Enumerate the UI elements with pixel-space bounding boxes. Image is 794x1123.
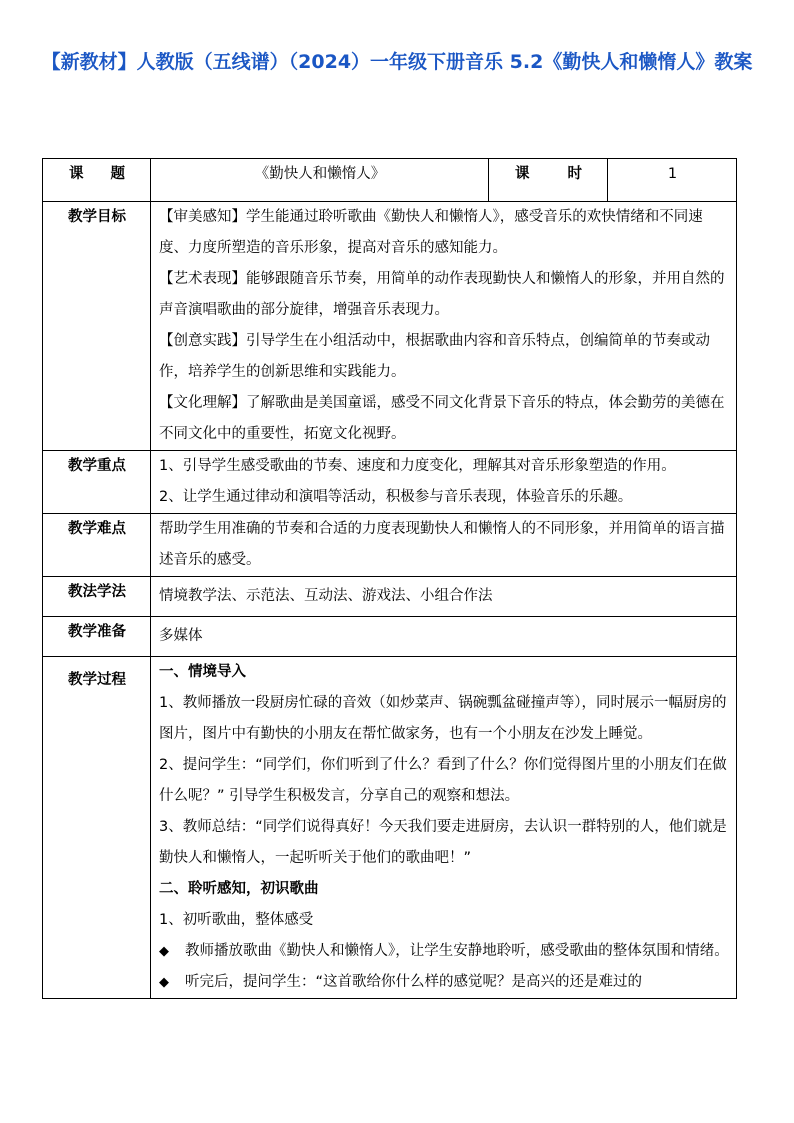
period-label <box>489 159 608 202</box>
diamond-bullet-icon: ◆ <box>159 975 169 990</box>
methods-content: 情境教学法、示范法、互动法、游戏法、小组合作法 <box>151 577 737 617</box>
methods-label: 教法学法 <box>43 577 151 617</box>
bullet-text: 听完后，提问学生：“这首歌给你什么样的感觉呢？是高兴的还是难过的 <box>185 974 643 990</box>
preparation-row <box>43 617 737 657</box>
diamond-bullet-icon: ◆ <box>159 944 169 959</box>
topic-label <box>43 159 151 202</box>
process-row <box>43 657 737 999</box>
goal-item: 【创意实践】引导学生在小组活动中，根据歌曲内容和音乐特点，创编简单的节奏或动作，培养学生的创新思维和实践能力。 <box>159 333 710 380</box>
key-point-item: 2、让学生通过律动和演唱等活动，积极参与音乐表现，体验音乐的乐趣。 <box>159 489 633 505</box>
goals-content <box>151 202 737 451</box>
document-title: 【新教材】人教版（五线谱）（2024）一年级下册音乐 5.2《勤快人和懒惰人》教案 <box>41 51 753 73</box>
topic-label-char-1: 课 <box>69 166 84 182</box>
difficulties-content: 帮助学生用准确的节奏和合适的力度表现勤快人和懒惰人的不同形象，并用简单的语言描述音乐的感受。 <box>151 514 737 577</box>
process-item: 2、提问学生：“同学们，你们听到了什么？看到了什么？你们觉得图片里的小朋友们在做什么呢？” 引导学生积极发言，分享自己的观察和想法。 <box>159 757 727 804</box>
bullet-item <box>159 967 729 998</box>
process-subheading: 1、初听歌曲，整体感受 <box>159 912 314 928</box>
methods-row <box>43 577 737 617</box>
key-points-content <box>151 451 737 514</box>
goals-row <box>43 202 737 451</box>
process-content <box>151 657 737 999</box>
preparation-content: 多媒体 <box>151 617 737 657</box>
goals-label: 教学目标 <box>43 202 151 451</box>
process-item: 3、教师总结：“同学们说得真好！今天我们要走进厨房，去认识一群特别的人，他们就是勤快人和懒惰人，一起听听关于他们的歌曲吧！” <box>159 819 727 866</box>
key-point-item: 1、引导学生感受歌曲的节奏、速度和力度变化，理解其对音乐形象塑造的作用。 <box>159 458 676 474</box>
key-points-label: 教学重点 <box>43 451 151 514</box>
bullet-item <box>159 936 729 967</box>
process-label: 教学过程 <box>43 657 151 999</box>
topic-label-char-2: 题 <box>110 166 125 182</box>
lesson-plan-table <box>42 158 737 999</box>
key-points-row <box>43 451 737 514</box>
section-heading: 一、情境导入 <box>159 664 246 680</box>
section-heading: 二、聆听感知，初识歌曲 <box>159 881 319 897</box>
period-value: 1 <box>608 159 737 202</box>
goal-item: 【审美感知】学生能通过聆听歌曲《勤快人和懒惰人》，感受音乐的欢快情绪和不同速度、力度所塑造的音乐形象，提高对音乐的感知能力。 <box>159 209 703 256</box>
difficulties-row <box>43 514 737 577</box>
goal-item: 【文化理解】了解歌曲是美国童谣，感受不同文化背景下音乐的特点，体会勤劳的美德在不同文化中的重要性，拓宽文化视野。 <box>159 395 725 442</box>
header-row <box>43 159 737 202</box>
preparation-label: 教学准备 <box>43 617 151 657</box>
difficulties-label: 教学难点 <box>43 514 151 577</box>
bullet-text: 教师播放歌曲《勤快人和懒惰人》，让学生安静地聆听，感受歌曲的整体氛围和情绪。 <box>185 943 729 959</box>
goal-item: 【艺术表现】能够跟随音乐节奏，用简单的动作表现勤快人和懒惰人的形象，并用自然的声音演唱歌曲的部分旋律，增强音乐表现力。 <box>159 271 725 318</box>
period-label-char-1: 课 <box>515 166 530 182</box>
process-item: 1、教师播放一段厨房忙碌的音效（如炒菜声、锅碗瓢盆碰撞声等），同时展示一幅厨房的图片，图片中有勤快的小朋友在帮忙做家务，也有一个小朋友在沙发上睡觉。 <box>159 695 727 742</box>
topic-value: 《勤快人和懒惰人》 <box>151 159 489 202</box>
period-label-char-2: 时 <box>567 166 582 182</box>
